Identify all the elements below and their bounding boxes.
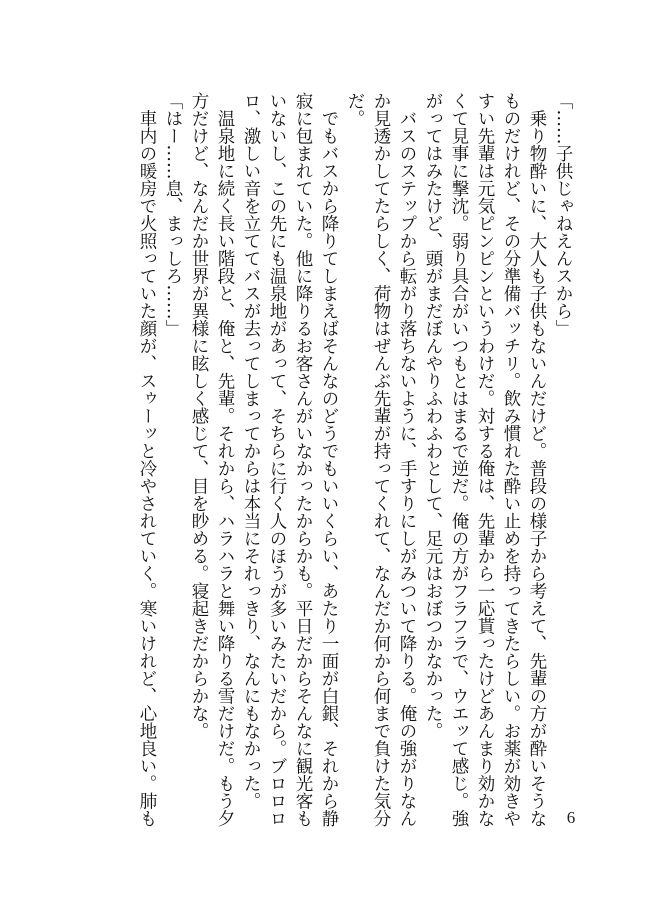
- text-line: 方だけど、なんだか世界が異様に眩しく感じて、目を眇める。寝起きだからかな。: [189, 92, 209, 740]
- text-line: がってはみたけど、頭がまだぼんやりふわふわとして、足元はおぼつかなかった。: [423, 92, 443, 740]
- text-line: でもバスから降りてしまえばそんなのどうでもいいくらい、あたり一面が白銀、それから静: [319, 92, 339, 827]
- vertical-text-body: [76, 92, 576, 832]
- page-number: 6: [566, 808, 576, 827]
- text-line: 「……子供じゃねえんスから」: [553, 92, 573, 337]
- text-line: 「はー……息、まっしろ……」: [163, 92, 183, 337]
- text-line: か見透かしてたらしく、荷物はぜんぶ先輩が持ってくれて、なんだか何から何まで負けた気分: [371, 92, 391, 827]
- text-line: バスのステップから転がり落ちないように、手すりにしがみついて降りる。俺の強がりなん: [397, 92, 417, 827]
- text-line: 寂に包まれていた。他に降りるお客さんがいなかったからかも。平日だからそんなに観光客も: [293, 92, 313, 827]
- text-line: 車内の暖房で火照っていた顔が、スゥーッと冷やされていく。寒いけれど、心地良い。肺も: [137, 92, 157, 827]
- text-line: すい先輩は元気ピンピンというわけだ。対する俺は、先輩から一応貰ったけどあんまり効かな: [475, 92, 495, 827]
- text-line: ものだけれど、その分準備バッチリ。飲み慣れた酔い止めを持ってきたらしい。お薬が効きや: [501, 92, 521, 827]
- text-line: ロ、激しい音を立ててバスが去ってしまってからは本当にそれっきり、なんにもなかった。: [241, 92, 261, 810]
- text-line: だ。: [345, 92, 365, 127]
- text-line: 温泉地に続く長い階段と、俺と、先輩。それから、ハラハラと舞い降りる雪だけだ。もう夕: [215, 92, 235, 827]
- text-line: いないし、この先にも温泉地があって、そちらに行く人のほうが多いみたいだから。ブロロロ: [267, 92, 287, 827]
- text-line: くて見事に撃沈。弱り具合がいつもとはまるで逆だ。俺の方がフラフラで、ウエッて感じ。強: [449, 92, 469, 827]
- text-line: 乗り物酔いに、大人も子供もないんだけど。普段の様子から考えて、先輩の方が酔いそうな: [527, 92, 547, 827]
